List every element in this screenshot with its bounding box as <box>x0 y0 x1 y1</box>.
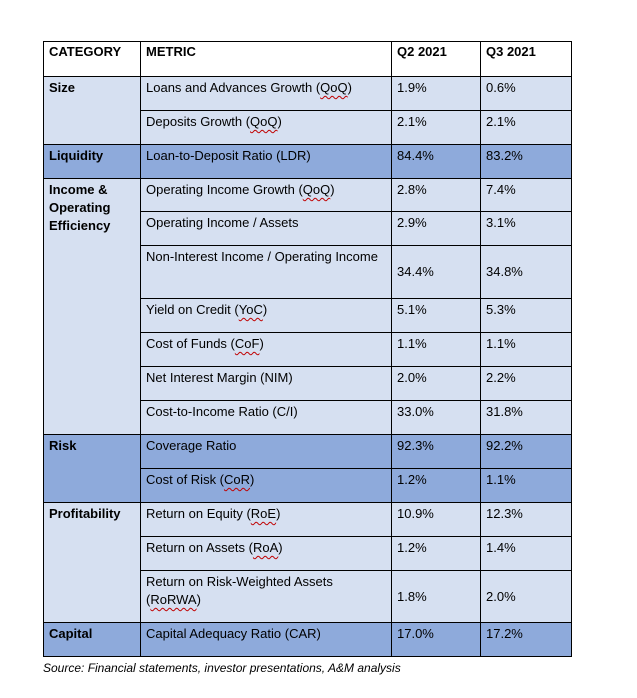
q2-value: 1.2% <box>392 537 481 571</box>
metric-cell: Return on Equity (RoE) <box>141 503 392 537</box>
metric-cell: Coverage Ratio <box>141 435 392 469</box>
category-size: Size <box>44 77 141 145</box>
table-row <box>44 77 572 111</box>
q2-value: 17.0% <box>392 623 481 657</box>
metric-cell: Return on Risk-Weighted Assets (RoRWA) <box>141 571 392 623</box>
q3-value: 0.6% <box>481 77 572 111</box>
header-row <box>44 42 572 77</box>
q2-value: 1.8% <box>392 571 481 623</box>
metric-cell: Return on Assets (RoA) <box>141 537 392 571</box>
header-q2: Q2 2021 <box>392 42 481 77</box>
metric-cell: Operating Income / Assets <box>141 212 392 246</box>
q2-value: 1.1% <box>392 333 481 367</box>
q3-value: 92.2% <box>481 435 572 469</box>
metric-cell: Deposits Growth (QoQ) <box>141 111 392 145</box>
metrics-table <box>43 41 572 657</box>
q3-value: 2.0% <box>481 571 572 623</box>
header-category: CATEGORY <box>44 42 141 77</box>
header-metric: METRIC <box>141 42 392 77</box>
header-q3: Q3 2021 <box>481 42 572 77</box>
table-row <box>44 623 572 657</box>
q3-value: 3.1% <box>481 212 572 246</box>
q3-value: 34.8% <box>481 246 572 299</box>
q2-value: 2.8% <box>392 179 481 212</box>
q2-value: 2.1% <box>392 111 481 145</box>
q3-value: 83.2% <box>481 145 572 179</box>
q2-value: 34.4% <box>392 246 481 299</box>
q3-value: 1.4% <box>481 537 572 571</box>
q3-value: 2.1% <box>481 111 572 145</box>
q2-value: 10.9% <box>392 503 481 537</box>
q2-value: 2.0% <box>392 367 481 401</box>
metric-cell: Operating Income Growth (QoQ) <box>141 179 392 212</box>
q3-value: 2.2% <box>481 367 572 401</box>
metrics-table-container <box>43 41 571 675</box>
table-row <box>44 145 572 179</box>
q3-value: 5.3% <box>481 299 572 333</box>
metric-cell: Net Interest Margin (NIM) <box>141 367 392 401</box>
q3-value: 7.4% <box>481 179 572 212</box>
category-profitability: Profitability <box>44 503 141 623</box>
q2-value: 2.9% <box>392 212 481 246</box>
q3-value: 12.3% <box>481 503 572 537</box>
q2-value: 1.2% <box>392 469 481 503</box>
metric-cell: Capital Adequacy Ratio (CAR) <box>141 623 392 657</box>
q3-value: 17.2% <box>481 623 572 657</box>
q2-value: 33.0% <box>392 401 481 435</box>
table-row <box>44 503 572 537</box>
q3-value: 31.8% <box>481 401 572 435</box>
metric-cell: Non-Interest Income / Operating Income <box>141 246 392 299</box>
category-income-operating-efficiency: Income & Operating Efficiency <box>44 179 141 435</box>
category-capital: Capital <box>44 623 141 657</box>
metric-cell: Yield on Credit (YoC) <box>141 299 392 333</box>
table-row <box>44 435 572 469</box>
q2-value: 84.4% <box>392 145 481 179</box>
metric-cell: Loan-to-Deposit Ratio (LDR) <box>141 145 392 179</box>
q2-value: 92.3% <box>392 435 481 469</box>
source-note: Source: Financial statements, investor presentations, A&M analysis <box>43 661 401 675</box>
metric-cell: Cost of Risk (CoR) <box>141 469 392 503</box>
metric-cell: Loans and Advances Growth (QoQ) <box>141 77 392 111</box>
category-risk: Risk <box>44 435 141 503</box>
metric-cell: Cost of Funds (CoF) <box>141 333 392 367</box>
q2-value: 1.9% <box>392 77 481 111</box>
q3-value: 1.1% <box>481 469 572 503</box>
q2-value: 5.1% <box>392 299 481 333</box>
q3-value: 1.1% <box>481 333 572 367</box>
category-liquidity: Liquidity <box>44 145 141 179</box>
metric-cell: Cost-to-Income Ratio (C/I) <box>141 401 392 435</box>
table-row <box>44 179 572 212</box>
